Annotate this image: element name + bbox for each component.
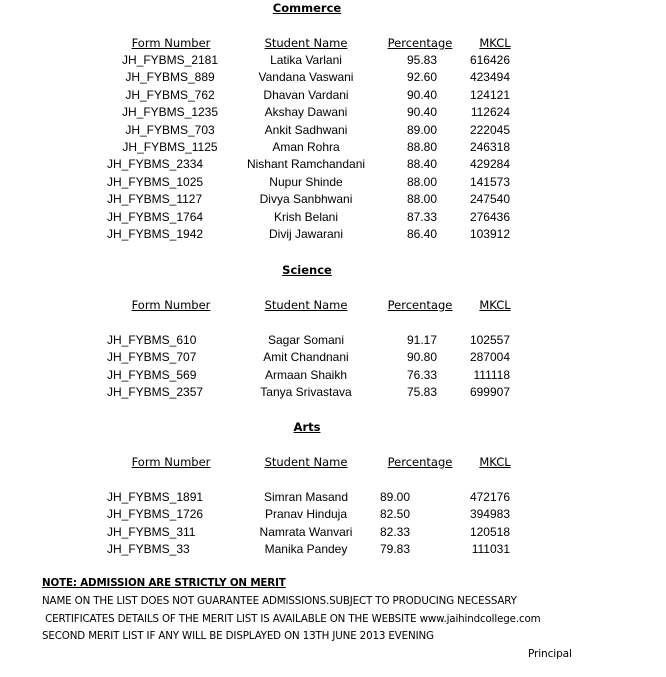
mkcl-number: 246318 xyxy=(469,140,510,154)
student-name: Nishant Ramchandani xyxy=(246,157,366,171)
section-title: Commerce xyxy=(272,1,342,15)
column-header-student-name: Student Name xyxy=(264,455,348,469)
form-number: JH_FYBMS_1942 xyxy=(107,227,204,241)
percentage: 82.50 xyxy=(380,507,411,521)
column-header-form-number: Form Number xyxy=(131,298,211,312)
form-number: JH_FYBMS_2357 xyxy=(107,385,204,399)
form-number: JH_FYBMS_2334 xyxy=(107,157,204,171)
student-name: Nupur Shinde xyxy=(269,175,343,189)
form-number: JH_FYBMS_1726 xyxy=(107,507,204,521)
mkcl-number: 124121 xyxy=(469,88,510,102)
percentage: 91.17 xyxy=(406,333,437,347)
percentage: 88.00 xyxy=(406,175,437,189)
percentage: 88.80 xyxy=(406,140,437,154)
form-number: JH_FYBMS_33 xyxy=(107,542,190,556)
column-header-student-name: Student Name xyxy=(264,36,348,50)
form-number: JH_FYBMS_1125 xyxy=(122,140,218,154)
mkcl-number: 429284 xyxy=(469,157,510,171)
percentage: 90.40 xyxy=(406,88,437,102)
student-name: Dhavan Vardani xyxy=(263,88,349,102)
student-name: Divya Sanbhwani xyxy=(259,192,353,206)
mkcl-number: 247540 xyxy=(469,192,510,206)
note-title: NOTE: ADMISSION ARE STRICTLY ON MERIT xyxy=(42,577,286,589)
form-number: JH_FYBMS_2181 xyxy=(121,53,219,67)
mkcl-number: 102557 xyxy=(469,333,510,347)
column-header-percentage: Percentage xyxy=(387,36,453,50)
form-number: JH_FYBMS_762 xyxy=(125,88,215,102)
mkcl-number: 287004 xyxy=(469,350,510,364)
mkcl-number: 120518 xyxy=(469,525,510,539)
student-name: Ankit Sadhwani xyxy=(264,123,348,137)
student-name: Armaan Shaikh xyxy=(264,368,348,382)
form-number: JH_FYBMS_703 xyxy=(125,123,215,137)
student-name: Krish Belani xyxy=(273,210,339,224)
student-name: Simran Masand xyxy=(263,490,349,504)
mkcl-number: 616426 xyxy=(469,53,510,67)
column-header-student-name: Student Name xyxy=(264,298,348,312)
mkcl-number: 394983 xyxy=(469,507,510,521)
mkcl-number: 472176 xyxy=(469,490,510,504)
signature: Principal xyxy=(528,648,572,660)
column-header-mkcl: MKCL xyxy=(479,36,511,50)
column-header-percentage: Percentage xyxy=(387,455,453,469)
student-name: Manika Pandey xyxy=(264,542,348,556)
percentage: 90.80 xyxy=(406,350,437,364)
form-number: JH_FYBMS_311 xyxy=(107,525,196,539)
percentage: 88.40 xyxy=(406,157,437,171)
section-title: Arts xyxy=(293,420,321,434)
form-number: JH_FYBMS_1127 xyxy=(107,192,203,206)
mkcl-number: 222045 xyxy=(469,123,510,137)
note-line: SECOND MERIT LIST IF ANY WILL BE DISPLAYED ON 13TH JUNE 2013 EVENING xyxy=(42,630,434,642)
student-name: Sagar Somani xyxy=(267,333,345,347)
mkcl-number: 699907 xyxy=(469,385,510,399)
note-line: CERTIFICATES DETAILS OF THE MERIT LIST IS AVAILABLE ON THE WEBSITE www.jaihindcollege.com xyxy=(42,612,541,625)
percentage: 90.40 xyxy=(406,105,437,119)
percentage: 88.00 xyxy=(406,192,437,206)
column-header-mkcl: MKCL xyxy=(479,298,511,312)
percentage: 95.83 xyxy=(406,53,437,67)
mkcl-number: 111118 xyxy=(473,368,510,382)
column-header-mkcl: MKCL xyxy=(479,455,511,469)
column-header-form-number: Form Number xyxy=(131,455,211,469)
percentage: 89.00 xyxy=(380,490,411,504)
section-title: Science xyxy=(282,263,332,277)
mkcl-number: 276436 xyxy=(469,210,510,224)
percentage: 79.83 xyxy=(380,542,411,556)
percentage: 87.33 xyxy=(406,210,437,224)
form-number: JH_FYBMS_1025 xyxy=(107,175,204,189)
percentage: 89.00 xyxy=(406,123,437,137)
student-name: Latika Varlani xyxy=(270,53,342,67)
note-line: NAME ON THE LIST DOES NOT GUARANTEE ADMISSIONS.SUBJECT TO PRODUCING NECESSARY xyxy=(42,595,517,607)
mkcl-number: 141573 xyxy=(469,175,510,189)
student-name: Pranav Hinduja xyxy=(264,507,348,521)
mkcl-number: 103912 xyxy=(469,227,510,241)
percentage: 92.60 xyxy=(406,70,437,84)
form-number: JH_FYBMS_889 xyxy=(125,70,215,84)
form-number: JH_FYBMS_569 xyxy=(107,368,197,382)
student-name: Vandana Vaswani xyxy=(258,70,354,84)
percentage: 86.40 xyxy=(406,227,437,241)
student-name: Amit Chandnani xyxy=(263,350,349,364)
column-header-form-number: Form Number xyxy=(131,36,211,50)
percentage: 75.83 xyxy=(406,385,437,399)
form-number: JH_FYBMS_1235 xyxy=(121,105,219,119)
form-number: JH_FYBMS_610 xyxy=(107,333,197,347)
student-name: Namrata Wanvari xyxy=(259,525,353,539)
student-name: Akshay Dawani xyxy=(264,105,348,119)
column-header-percentage: Percentage xyxy=(387,298,453,312)
student-name: Aman Rohra xyxy=(272,140,340,154)
mkcl-number: 111031 xyxy=(471,542,510,556)
mkcl-number: 112624 xyxy=(470,105,510,119)
mkcl-number: 423494 xyxy=(469,70,510,84)
percentage: 82.33 xyxy=(380,525,411,539)
student-name: Divij Jawarani xyxy=(268,227,344,241)
student-name: Tanya Srivastava xyxy=(260,385,352,399)
form-number: JH_FYBMS_707 xyxy=(107,350,197,364)
form-number: JH_FYBMS_1764 xyxy=(107,210,204,224)
form-number: JH_FYBMS_1891 xyxy=(107,490,204,504)
percentage: 76.33 xyxy=(406,368,437,382)
